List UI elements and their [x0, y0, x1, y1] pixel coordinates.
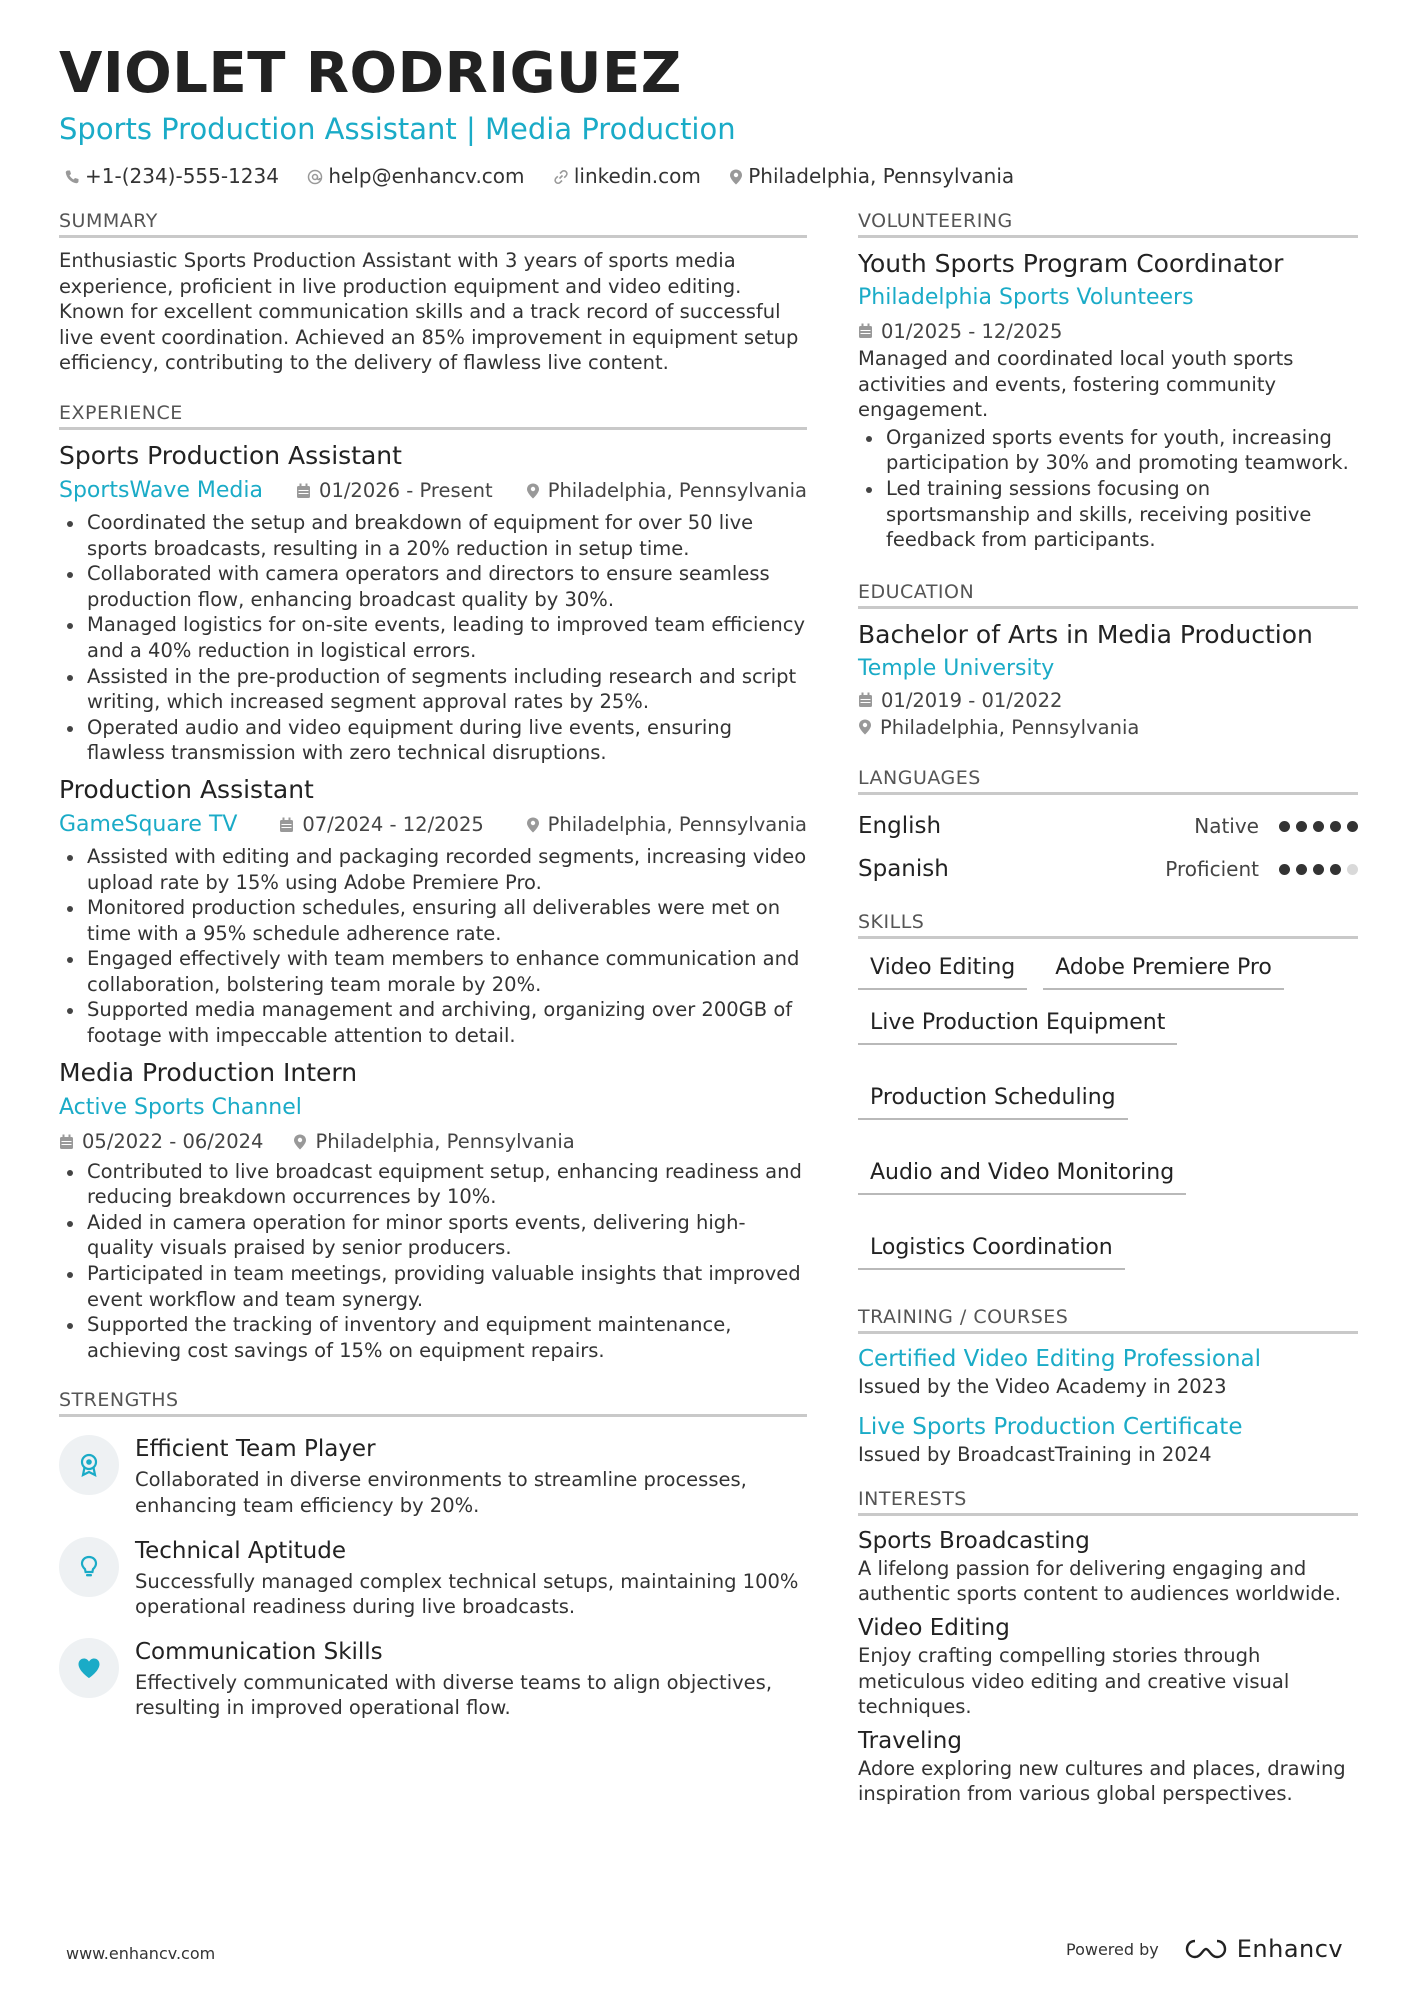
skill-tag: Live Production Equipment: [858, 1010, 1177, 1045]
strength-title: Efficient Team Player: [135, 1436, 376, 1463]
bullet-item: Supported the tracking of inventory and equipment maintenance, achieving cost savings of 15% on equipment repairs.: [59, 1312, 807, 1363]
language-rating: [1279, 821, 1358, 832]
education-dates: 01/2019 - 01/2022: [858, 687, 1358, 714]
footer-brand[interactable]: [1066, 1935, 1343, 1963]
powered-by-label: Powered by: [1066, 1939, 1159, 1959]
bullet-item: Aided in camera operation for minor sports events, delivering high-quality visuals praised by senior producers.: [59, 1210, 807, 1261]
strengths-heading: STRENGTHS: [59, 1389, 807, 1417]
bullet-item: Monitored production schedules, ensuring all deliverables were met on time with a 95% schedule adherence rate.: [59, 895, 807, 946]
course-title[interactable]: Certified Video Editing Professional: [858, 1345, 1262, 1372]
language-name: English: [858, 813, 942, 840]
strength-item: [59, 1435, 807, 1518]
job-dates: 05/2022 - 06/2024: [59, 1130, 263, 1153]
job-location: Philadelphia, Pennsylvania: [526, 813, 807, 836]
bullet-item: Supported media management and archiving, organizing over 200GB of footage with impeccable attention to detail.: [59, 997, 807, 1048]
strength-desc: Collaborated in diverse environments to streamline processes, enhancing team efficiency by 20%.: [135, 1468, 747, 1517]
skill-tag: Audio and Video Monitoring: [858, 1160, 1186, 1195]
languages-heading: LANGUAGES: [858, 767, 1358, 795]
education-degree: Bachelor of Arts in Media Production: [858, 619, 1313, 649]
rating-dot: [1330, 864, 1341, 875]
language-row: [858, 848, 1358, 891]
rating-dot: [1347, 821, 1358, 832]
job-bullets: [59, 1159, 807, 1364]
candidate-title: Sports Production Assistant | Media Production: [59, 112, 736, 146]
linkedin-text: linkedin.com: [573, 164, 701, 188]
calendar-icon: [858, 323, 873, 339]
volunteer-bullets: [858, 425, 1358, 553]
calendar-icon: [296, 483, 311, 499]
location-pin-icon: [858, 719, 872, 735]
bullet-item: Assisted with editing and packaging recorded segments, increasing video upload rate by 15% using Adobe Premiere Pro.: [59, 844, 807, 895]
bullet-item: Participated in team meetings, providing valuable insights that improved event workflow and team synergy.: [59, 1261, 807, 1312]
bullet-item: Led training sessions focusing on sportsmanship and skills, receiving positive feedback from participants.: [858, 476, 1358, 553]
volunteer-dates: 01/2025 - 12/2025: [858, 316, 1062, 346]
job-entry: [59, 1057, 807, 1364]
skills-heading: SKILLS: [858, 911, 1358, 939]
email-text: help@enhancv.com: [328, 164, 525, 188]
bullet-item: Assisted in the pre-production of segments including research and script writing, which increased segment approval rates by 25%.: [59, 664, 807, 715]
award-icon: [59, 1435, 119, 1495]
heart-icon: [59, 1638, 119, 1698]
rating-dot: [1313, 821, 1324, 832]
strength-desc: Effectively communicated with diverse teams to align objectives, resulting in improved operational flow.: [135, 1670, 773, 1720]
right-column: [858, 210, 1358, 1807]
volunteer-desc: Managed and coordinated local youth sports activities and events, fostering community engagement.: [858, 347, 1294, 422]
interest-desc: A lifelong passion for delivering engaging and authentic sports content to audiences worldwide.: [858, 1556, 1341, 1606]
link-icon: [553, 169, 569, 185]
course-desc: Issued by BroadcastTraining in 2024: [858, 1442, 1212, 1466]
volunteering-heading: VOLUNTEERING: [858, 210, 1358, 238]
interest-title: Video Editing: [858, 1614, 1010, 1641]
calendar-icon: [59, 1134, 74, 1150]
strength-item: [59, 1537, 807, 1620]
interests-heading: INTERESTS: [858, 1488, 1358, 1516]
phone-icon: [64, 169, 80, 185]
education-school[interactable]: Temple University: [858, 655, 1055, 681]
location-text: Philadelphia, Pennsylvania: [748, 164, 1015, 188]
job-bullets: [59, 844, 807, 1049]
bullet-item: Organized sports events for youth, increasing participation by 30% and promoting teamwork.: [858, 425, 1358, 476]
job-company[interactable]: SportsWave Media: [59, 478, 263, 504]
language-level: Proficient: [1165, 857, 1259, 882]
location-pin-icon: [526, 483, 540, 499]
calendar-icon: [858, 692, 873, 708]
enhancv-logo-icon: [1185, 1938, 1227, 1960]
interest-title: Sports Broadcasting: [858, 1527, 1090, 1554]
experience-heading: EXPERIENCE: [59, 402, 807, 430]
brand-name: Enhancv: [1236, 1935, 1344, 1963]
skill-tag: Video Editing: [858, 955, 1027, 990]
at-icon: [307, 169, 323, 185]
job-location: Philadelphia, Pennsylvania: [526, 479, 807, 502]
contact-phone[interactable]: [64, 164, 279, 188]
rating-dot: [1296, 864, 1307, 875]
candidate-name: VIOLET RODRIGUEZ: [59, 41, 682, 106]
course-desc: Issued by the Video Academy in 2023: [858, 1374, 1227, 1398]
job-role: Media Production Intern: [59, 1057, 358, 1087]
bullet-item: Managed logistics for on-site events, leading to improved team efficiency and a 40% reduction in logistical errors.: [59, 612, 807, 663]
course-title[interactable]: Live Sports Production Certificate: [858, 1413, 1243, 1440]
language-level: Native: [1194, 814, 1259, 839]
location-pin-icon: [293, 1134, 307, 1150]
bullet-item: Collaborated with camera operators and directors to ensure seamless production flow, enhancing broadcast quality by 30%.: [59, 561, 807, 612]
rating-dot: [1296, 821, 1307, 832]
bullet-item: Operated audio and video equipment during live events, ensuring flawless transmission with zero technical disruptions.: [59, 715, 807, 766]
skill-tag: Production Scheduling: [858, 1085, 1128, 1120]
strength-item: [59, 1638, 807, 1721]
job-entry: [59, 774, 807, 1049]
education-location: Philadelphia, Pennsylvania: [858, 714, 1358, 741]
job-role: Production Assistant: [59, 774, 314, 804]
contact-email[interactable]: [307, 164, 524, 188]
footer-website[interactable]: www.enhancv.com: [66, 1944, 216, 1963]
job-dates: 07/2024 - 12/2025: [279, 813, 483, 836]
left-column: [59, 210, 807, 1721]
skills-list: [858, 955, 1358, 1270]
job-company[interactable]: Active Sports Channel: [59, 1095, 302, 1121]
interest-title: Traveling: [858, 1727, 962, 1754]
skill-tag: Logistics Coordination: [858, 1235, 1125, 1270]
summary-heading: SUMMARY: [59, 210, 807, 238]
phone-text: +1-(234)-555-1234: [85, 164, 279, 188]
rating-dot: [1313, 864, 1324, 875]
education-heading: EDUCATION: [858, 581, 1358, 609]
volunteer-role: Youth Sports Program Coordinator: [858, 249, 1284, 278]
location-pin-icon: [729, 169, 743, 185]
job-role: Sports Production Assistant: [59, 440, 402, 470]
location-pin-icon: [526, 817, 540, 833]
interest-desc: Enjoy crafting compelling stories through meticulous video editing and creative visual techniques.: [858, 1643, 1290, 1719]
contact-location: [729, 164, 1014, 188]
bullet-item: Contributed to live broadcast equipment setup, enhancing readiness and reducing breakdown occurrences by 10%.: [59, 1159, 807, 1210]
job-location: Philadelphia, Pennsylvania: [293, 1130, 574, 1153]
language-row: [858, 805, 1358, 848]
language-rating: [1279, 864, 1358, 875]
bullet-item: Coordinated the setup and breakdown of equipment for over 50 live sports broadcasts, resulting in a 20% reduction in setup time.: [59, 510, 807, 561]
calendar-icon: [279, 817, 294, 833]
job-entry: [59, 440, 807, 766]
job-company[interactable]: GameSquare TV: [59, 812, 238, 838]
contact-linkedin[interactable]: [553, 164, 701, 188]
rating-dot: [1279, 821, 1290, 832]
lightbulb-icon: [59, 1537, 119, 1597]
strength-desc: Successfully managed complex technical setups, maintaining 100% operational readiness during live broadcasts.: [135, 1569, 799, 1619]
contact-bar: [64, 164, 1036, 188]
training-heading: TRAINING / COURSES: [858, 1306, 1358, 1334]
job-dates: 01/2026 - Present: [296, 479, 493, 502]
skill-tag: Adobe Premiere Pro: [1043, 955, 1284, 990]
rating-dot: [1330, 821, 1341, 832]
language-name: Spanish: [858, 856, 949, 883]
bullet-item: Engaged effectively with team members to enhance communication and collaboration, bolstering team morale by 20%.: [59, 946, 807, 997]
rating-dot: [1279, 864, 1290, 875]
summary-text: Enthusiastic Sports Production Assistant with 3 years of sports media experience, proficient in live production equipment and video editing. Known for excellent communication skills and a track record of successful live event coordination. Achieved an 85% improvement in equipment setup efficiency, contributing to the delivery of flawless live content.: [59, 249, 799, 375]
strength-title: Technical Aptitude: [135, 1537, 347, 1564]
volunteer-org[interactable]: Philadelphia Sports Volunteers: [858, 285, 1194, 310]
rating-dot: [1347, 864, 1358, 875]
interest-desc: Adore exploring new cultures and places, drawing inspiration from various global perspectives.: [858, 1756, 1346, 1806]
job-bullets: [59, 510, 807, 766]
strength-title: Communication Skills: [135, 1638, 383, 1665]
